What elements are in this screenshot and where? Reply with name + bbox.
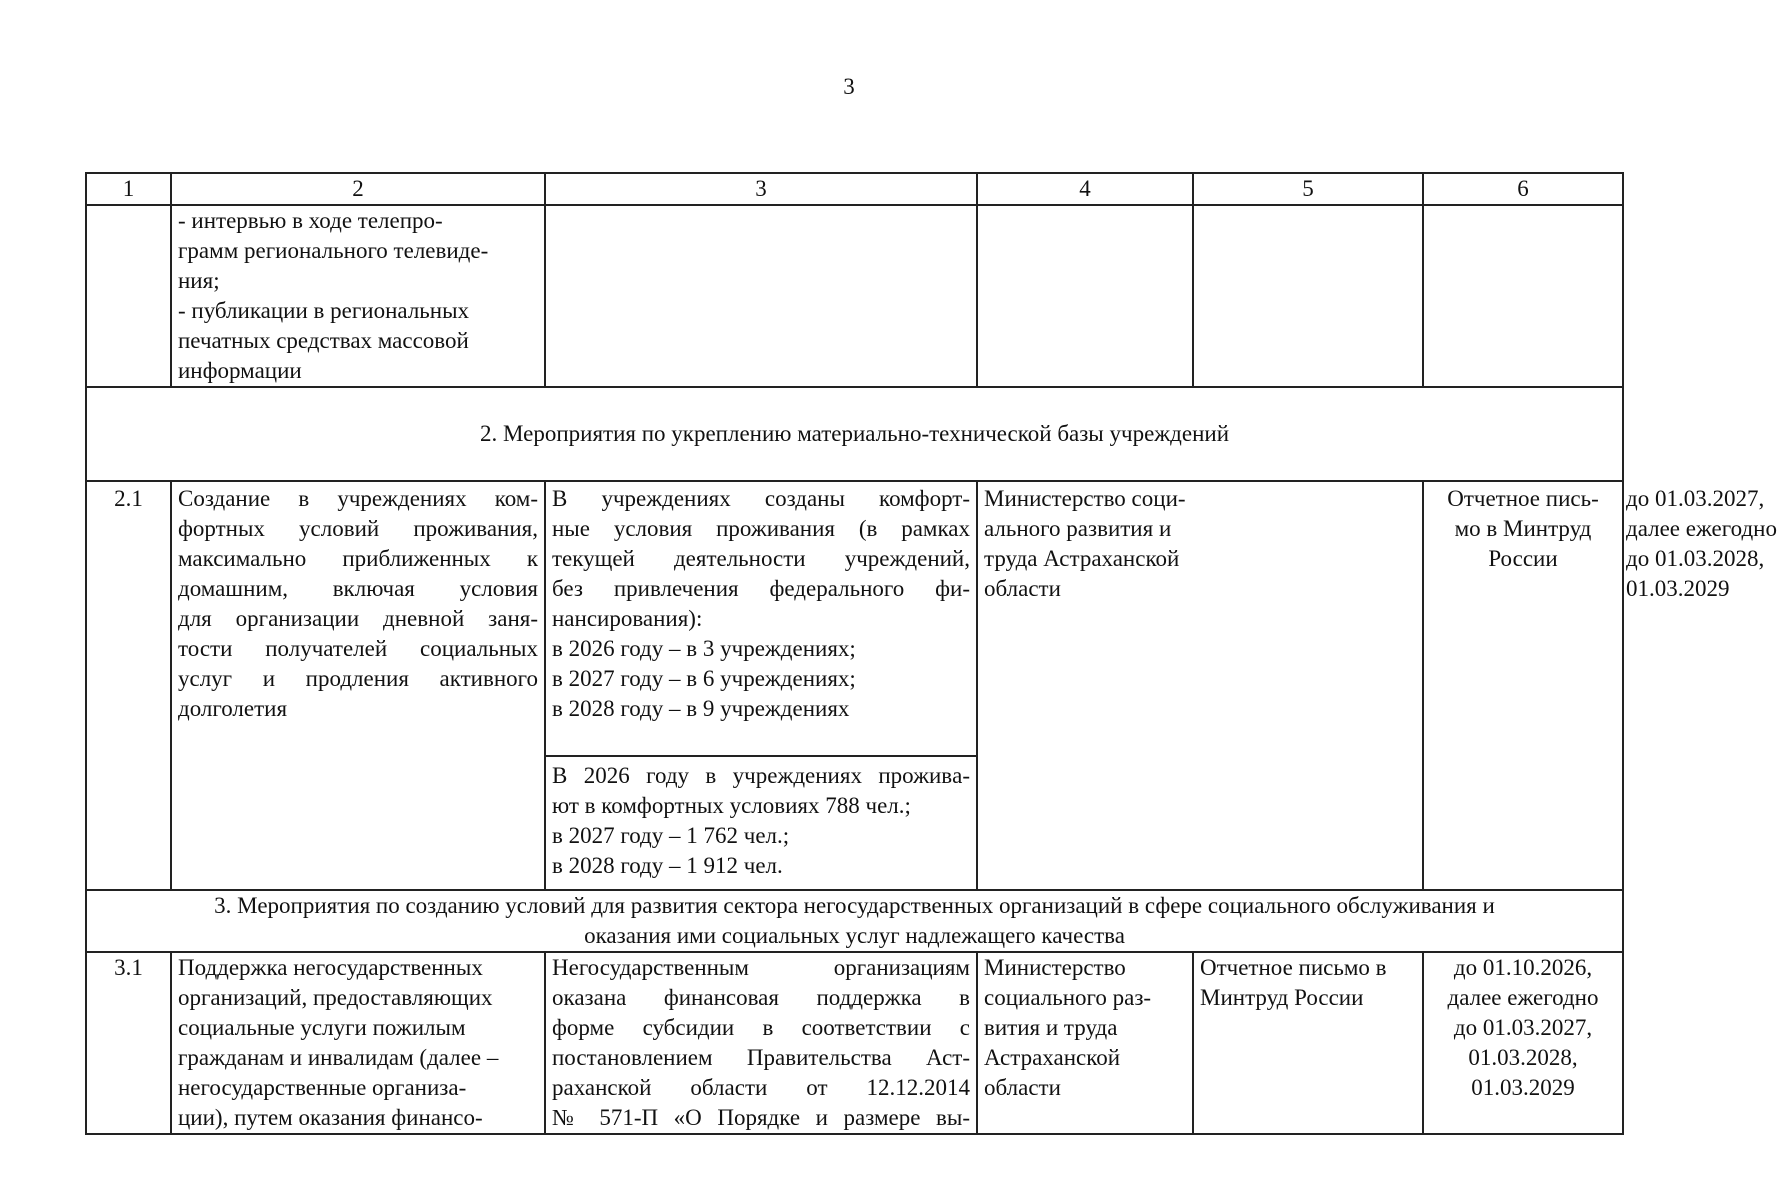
text-line: фортных условий проживания, — [178, 516, 538, 541]
text-line: Негосударственным организациям — [552, 955, 970, 980]
row-description — [171, 205, 545, 387]
text-line: - публикации в региональных — [178, 298, 470, 323]
text-line: без привлечения федерального фи- — [552, 576, 970, 601]
text-line: Поддержка негосударственных — [178, 955, 483, 980]
text-line: оказания ими социальных услуг надлежащего качества — [584, 923, 1125, 948]
section-2-title: 2. Мероприятия по укреплению материально-технической базы учреждений — [86, 387, 1623, 481]
text-line: до 01.10.2026, — [1453, 955, 1593, 980]
result-block-institutions — [546, 482, 976, 757]
text-line: В учреждениях созданы комфорт- — [552, 486, 970, 511]
text-line: В 2026 году в учреждениях проживa- — [552, 763, 970, 788]
text-line: Астраханской — [984, 1045, 1121, 1070]
column-number-row — [86, 173, 1623, 205]
text-line: для организации дневной заня- — [178, 606, 538, 631]
row-responsible — [977, 952, 1193, 1134]
text-line: Минтруд России — [1200, 985, 1364, 1010]
row-description — [171, 952, 545, 1134]
row-number: 3.1 — [86, 952, 171, 1134]
section-3-title — [86, 890, 1623, 952]
row-report — [1423, 481, 1623, 890]
row-responsible — [977, 481, 1423, 890]
row-report — [1193, 952, 1423, 1134]
text-line: долголетия — [178, 696, 288, 721]
text-line: мо в Минтруд — [1454, 516, 1592, 541]
text-line: 01.03.2029 — [1471, 1075, 1575, 1100]
header-cell-2: 2 — [171, 173, 545, 205]
text-line: оказана финансовая поддержка в — [552, 985, 970, 1010]
table-row: 2.1 Создание в учреждениях ком- фортных условий проживания, максимально приближенных к домашним, включая условия для организации дневной заня- тости получателей социальных услуг и продления активного долголетия В учреждениях созданы комфорт- ные условия проживания (в рамках текущей деятельности учреждений, без привлечения федерального фи- нансирования): в 2026 году – в 3 учреждениях; в 2027 году – в 6 учреждениях; в 2028 году – в 9 учреждениях В 2026 году в учреждениях проживa- ют в комфортных условиях 788 чел.; в 2027 году – 1 762 чел.; в 2028 году – 1 912 чел. Министерство соци- ального развития и труда Астраханской области Отчетное пись- мо в Минтруд России до 01.03.2027, далее ежегодно до 01.03.2028, 01.03.2029 — [86, 481, 1623, 890]
row-result — [545, 481, 977, 890]
header-cell-3: 3 — [545, 173, 977, 205]
row-deadline — [1423, 205, 1623, 387]
text-line: области — [984, 1075, 1061, 1100]
text-line: вития и труда — [984, 1015, 1118, 1040]
text-line: в 2026 году – в 3 учреждениях; — [552, 636, 856, 661]
header-cell-6: 6 — [1423, 173, 1623, 205]
row-result — [545, 952, 977, 1134]
plan-table — [85, 172, 1777, 1135]
row-deadline — [1423, 952, 1623, 1134]
text-line: услуг и продления активного — [178, 666, 538, 691]
result-block-residents — [546, 757, 976, 889]
text-line: гражданам и инвалидам (далее – — [178, 1045, 499, 1070]
row-description — [171, 481, 545, 890]
text-line: Создание в учреждениях ком- — [178, 486, 538, 511]
text-line: Отчетное письмо в — [1200, 955, 1387, 980]
row-report — [1193, 205, 1423, 387]
text-line: 01.03.2028, — [1468, 1045, 1578, 1070]
row-responsible — [977, 205, 1193, 387]
text-line: ные условия проживания (в рамках — [552, 516, 970, 541]
text-line: ального развития и — [984, 516, 1172, 541]
text-line: печатных средствах массовой — [178, 328, 469, 353]
table-row — [86, 205, 1623, 387]
text-line: в 2027 году – 1 762 чел.; — [552, 823, 790, 848]
section-heading-row — [86, 387, 1623, 481]
text-line: в 2027 году – в 6 учреждениях; — [552, 666, 856, 691]
text-line: тости получателей социальных — [178, 636, 538, 661]
text-line: грамм регионального телевиде- — [178, 238, 489, 263]
text-line: - интервью в ходе телепро- — [178, 208, 443, 233]
text-line: в 2028 году – 1 912 чел. — [552, 853, 783, 878]
text-line: ции), путем оказания финансо- — [178, 1105, 483, 1130]
text-line: нансирования): — [552, 606, 703, 631]
text-line: максимально приближенных к — [178, 546, 538, 571]
section-heading-row — [86, 890, 1623, 952]
text-line: Министерство соци- — [984, 486, 1186, 511]
text-line: социальные услуги пожилым — [178, 1015, 466, 1040]
page-number: 3 — [843, 74, 855, 99]
text-line: далее ежегодно — [1447, 985, 1599, 1010]
text-line: Отчетное пись- — [1447, 486, 1599, 511]
text-line: текущей деятельности учреждений, — [552, 546, 970, 571]
text-line: постановлением Правительства Аст- — [552, 1045, 970, 1070]
text-line: раханской области от 12.12.2014 — [552, 1075, 970, 1100]
text-line: информации — [178, 358, 302, 383]
text-line: труда Астраханской — [984, 546, 1180, 571]
text-line: домашним, включая условия — [178, 576, 538, 601]
header-cell-5: 5 — [1193, 173, 1423, 205]
row-number: 2.1 — [86, 481, 171, 890]
text-line: ния; — [178, 268, 220, 293]
text-line: социального раз- — [984, 985, 1152, 1010]
text-line: ют в комфортных условиях 788 чел.; — [552, 793, 911, 818]
text-line: области — [984, 576, 1061, 601]
text-line: в 2028 году – в 9 учреждениях — [552, 696, 850, 721]
text-line: до 01.03.2027, — [1453, 1015, 1593, 1040]
text-line: № 571-П «О Порядке и размере вы- — [552, 1105, 970, 1130]
row-result — [545, 205, 977, 387]
header-cell-1: 1 — [86, 173, 171, 205]
table-row — [86, 952, 1623, 1134]
header-cell-4: 4 — [977, 173, 1193, 205]
text-line: 3. Мероприятия по созданию условий для развития сектора негосударственных организаций в сфере социального обслуживания и — [214, 893, 1495, 918]
text-line: форме субсидии в соответствии с — [552, 1015, 970, 1040]
text-line: России — [1488, 546, 1558, 571]
text-line: негосударственные организа- — [178, 1075, 467, 1100]
text-line: организаций, предоставляющих — [178, 985, 493, 1010]
text-line: Министерство — [984, 955, 1126, 980]
row-number — [86, 205, 171, 387]
